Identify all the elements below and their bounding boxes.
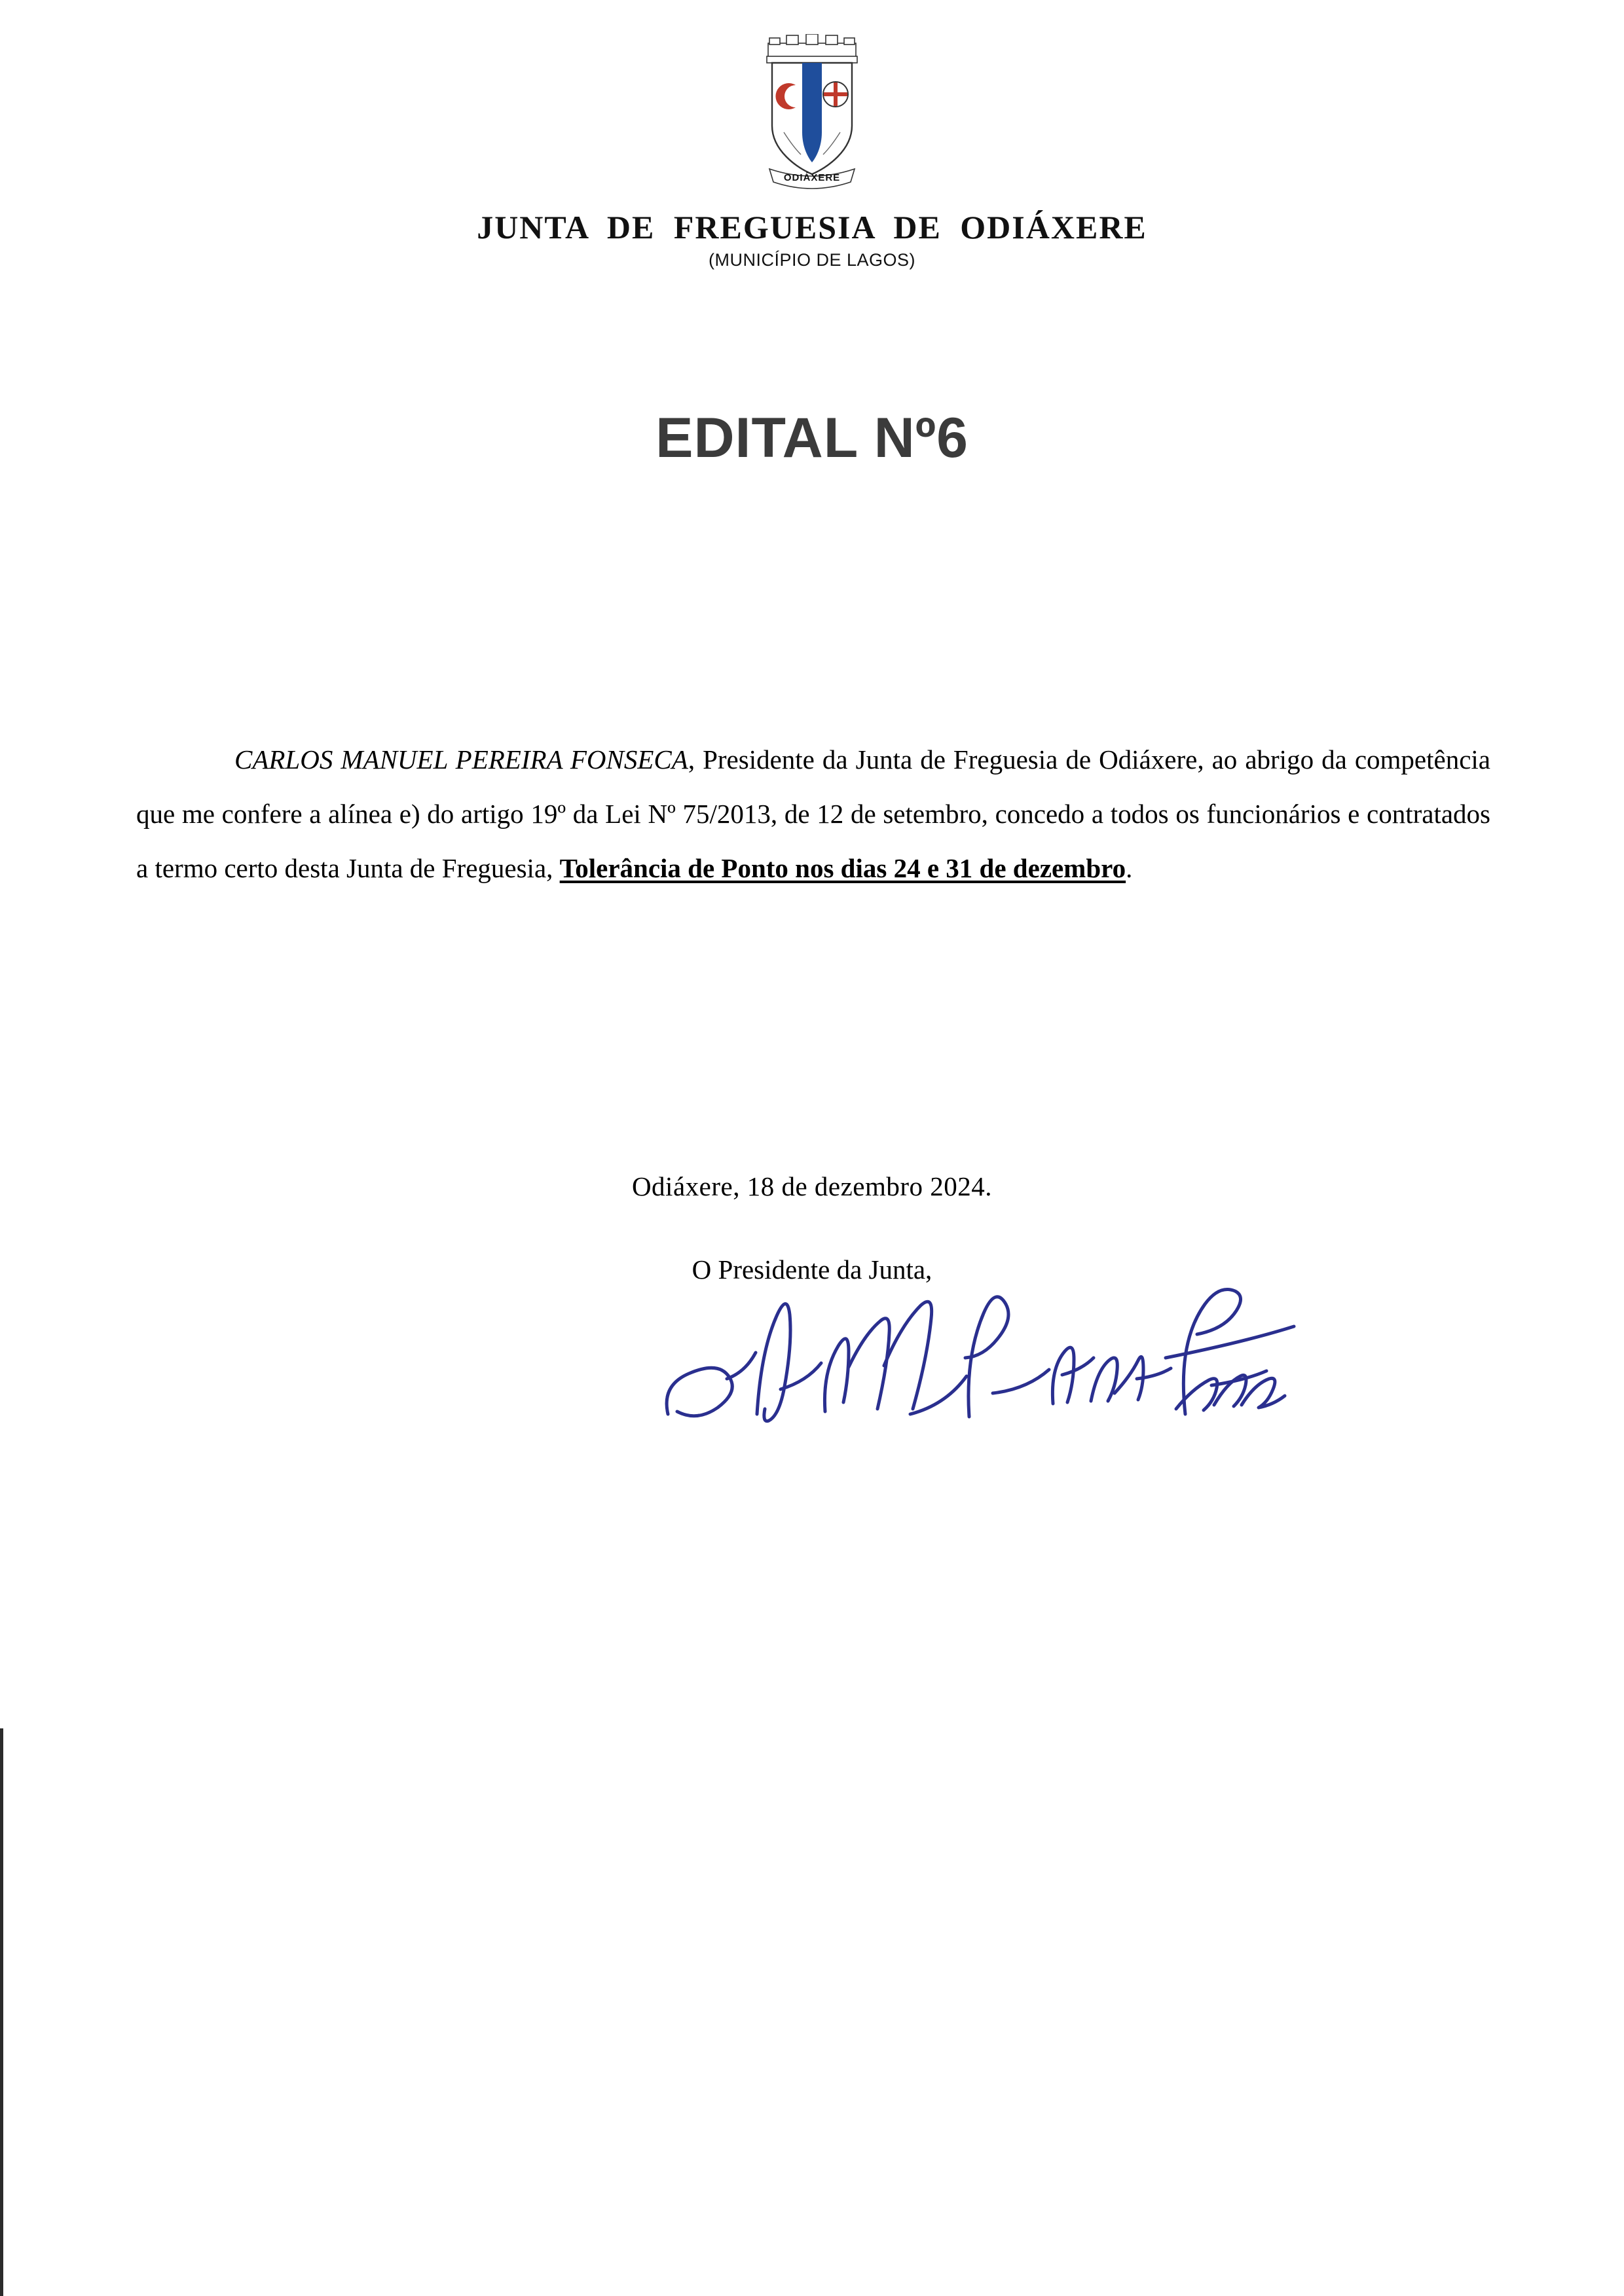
place-and-date: Odiáxere, 18 de dezembro 2024.	[631, 1171, 993, 1201]
role-line: O Presidente da Junta,	[692, 1254, 932, 1285]
body-text-part-1: , Presidente da Junta de Freguesia de Odiáxere, ao abrigo da competência que me confere a alínea e) do artigo 19º da Lei Nº 75/2013, de 12 de setembro, concedo a todos os funcionários e contratados a termo certo desta Junta de Freguesia,	[136, 744, 1490, 883]
signatory-name: CARLOS MANUEL PEREIRA FONSECA	[234, 744, 688, 774]
svg-text:ODIÁXERE: ODIÁXERE	[783, 172, 841, 183]
crest-container	[0, 34, 1624, 191]
organization-title: JUNTA DE FREGUESIA DE ODIÁXERE	[477, 209, 1147, 246]
municipality-subtitle: (MUNICÍPIO DE LAGOS)	[708, 250, 916, 270]
body-text-part-2: .	[1126, 852, 1133, 883]
coat-of-arms-icon	[750, 34, 874, 191]
document-title: EDITAL Nº6	[655, 407, 969, 469]
scan-edge-artifact	[0, 1728, 3, 2296]
body-paragraph	[136, 733, 1490, 895]
body-emphasis: Tolerância de Ponto nos dias 24 e 31 de dezembro	[559, 852, 1126, 883]
